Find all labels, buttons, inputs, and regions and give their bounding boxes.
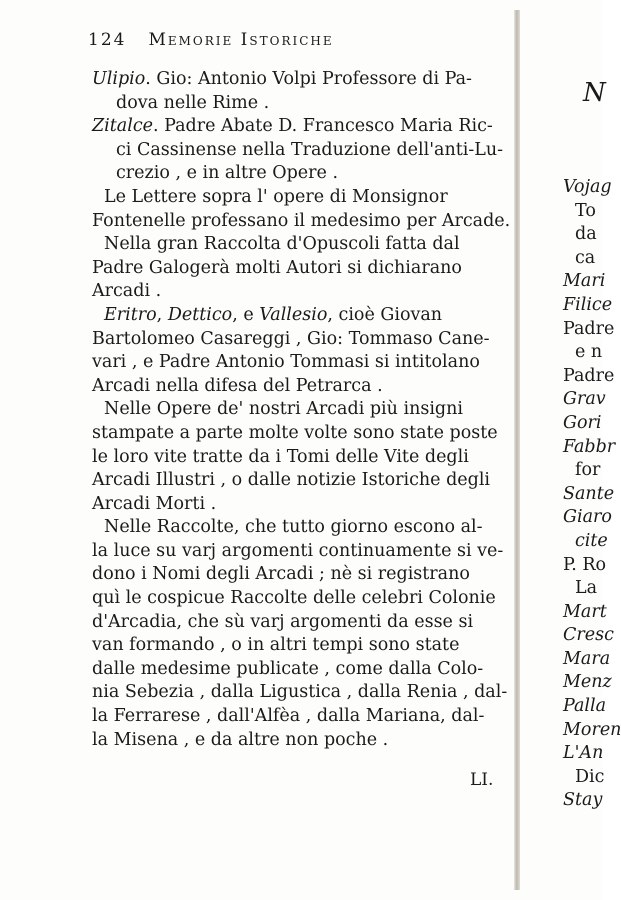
fragment-line: La (575, 578, 598, 599)
text-line (92, 469, 502, 493)
text-line (92, 729, 502, 753)
text-span: , (156, 304, 168, 325)
fragment-line: Sante (563, 483, 615, 504)
body-text (92, 68, 511, 752)
fragment-line: Gori (563, 412, 602, 433)
text-span: Arcadi nella difesa del Petrarca . (92, 375, 383, 396)
text-line (92, 92, 502, 116)
text-span: . Gio: Antonio Volpi Professore di Pa- (145, 69, 472, 89)
running-head (88, 30, 508, 50)
text-span: la Ferrarese , dall'Alfèa , dalla Mariana, dal- (92, 706, 485, 727)
text-span: vari , e Padre Antonio Tommasi si intitolano (92, 352, 480, 373)
fragment-line: Grav (563, 389, 606, 410)
fragment-line: Stay (563, 790, 603, 811)
italic-name: Ulipio (92, 69, 146, 89)
text-span: Arcadi Illustri , o dalle notizie Istoriche degli (92, 470, 491, 491)
text-span: Nelle Opere de' nostri Arcadi più insigni (104, 399, 463, 420)
right-page-heading: N (583, 78, 606, 108)
fragment-line: Palla (563, 696, 607, 717)
italic-name: Vallesio (259, 304, 328, 325)
fragment-line: ca (575, 247, 596, 268)
fragment-line: Dic (575, 766, 605, 787)
fragment-line: Giaro (563, 507, 612, 528)
right-page-fragment (521, 0, 621, 900)
text-line (92, 351, 502, 375)
text-line (92, 681, 508, 705)
fragment-line: Mart (563, 601, 607, 622)
text-line (92, 210, 511, 234)
text-span: quì le cospicue Raccolte delle celebri Colonie (92, 588, 496, 609)
text-line (92, 540, 502, 564)
fragment-line: for (575, 460, 601, 481)
fragment-line: cite (575, 530, 608, 551)
text-span: dalle medesime publicate , come dalla Colo- (92, 658, 484, 679)
italic-name: Dettico (167, 304, 233, 325)
fragment-line: L'An (563, 743, 604, 764)
running-title: Memorie Istoriche (148, 30, 334, 50)
fragment-line: Fabbr (563, 436, 616, 457)
fragment-line: Mara (563, 648, 611, 669)
fragment-line: Moren (563, 719, 621, 740)
italic-name: Eritro (104, 304, 157, 325)
book-gutter (514, 10, 520, 890)
text-span: , e (232, 304, 260, 325)
text-line (92, 375, 502, 399)
text-span: ci Cassinense nella Traduzione dell'anti-Lu- (116, 139, 504, 160)
fragment-line: P. Ro (563, 554, 607, 575)
text-span: crezio , e in altre Opere . (116, 163, 339, 184)
fragment-line: Filice (563, 294, 613, 315)
fragment-line: Vojag (563, 177, 612, 197)
right-page-text (563, 176, 621, 813)
text-span: , cioè Giovan (327, 304, 443, 325)
text-span: . Padre Abate D. Francesco Maria Ric- (152, 116, 493, 137)
italic-name: Zitalce (92, 116, 153, 137)
text-span: van formando , o in altri tempi sono state (92, 635, 460, 656)
text-line (92, 493, 502, 517)
text-span: dova nelle Rime . (116, 92, 270, 113)
page-number: 124 (88, 30, 127, 50)
text-line (92, 328, 502, 352)
text-line (92, 634, 502, 658)
text-span: Fontenelle professano il medesimo per Arcade. (92, 210, 511, 231)
text-line (92, 162, 502, 186)
text-span: Arcadi . (92, 281, 162, 302)
text-span: dono i Nomi degli Arcadi ; nè si registrano (92, 564, 470, 585)
text-line (92, 186, 502, 210)
text-span: la Misena , e da altre non poche . (92, 729, 389, 750)
text-line (92, 398, 502, 422)
text-span: Bartolomeo Casareggi , Gio: Tommaso Cane- (92, 328, 490, 349)
text-line (92, 658, 502, 682)
fragment-line: Menz (563, 672, 612, 693)
text-line (92, 611, 502, 635)
text-span: nia Sebezia , dalla Ligustica , dalla Renia , dal- (92, 682, 508, 703)
fragment-line: Mari (563, 271, 606, 292)
text-span: Arcadi Morti . (92, 493, 217, 514)
text-line (92, 139, 502, 163)
text-span: d'Arcadia, che sù varj argomenti da esse si (92, 611, 474, 632)
text-line (92, 587, 502, 611)
text-span: Le Lettere sopra l' opere di Monsignor (104, 186, 448, 207)
text-span: la luce su varj argomenti continuamente si ve- (92, 540, 504, 561)
text-line (92, 257, 502, 281)
text-line (92, 563, 502, 587)
signature-mark: LI. (470, 770, 494, 790)
text-span: stampate a parte molte volte sono state poste (92, 422, 498, 443)
text-line (92, 516, 502, 540)
fragment-line: Padre (563, 318, 615, 339)
text-line (92, 422, 502, 446)
text-line (92, 233, 502, 257)
text-line (92, 705, 502, 729)
fragment-line: e n (575, 342, 603, 363)
fragment-line: Padre (563, 365, 615, 386)
text-span: Padre Galogerà molti Autori si dichiarano (92, 257, 462, 278)
text-line (92, 115, 502, 139)
text-line (92, 68, 502, 92)
text-line (92, 446, 502, 470)
text-line (92, 304, 502, 328)
fragment-line: Cresc (563, 625, 614, 646)
fragment-line: da (575, 224, 597, 245)
text-span: Nella gran Raccolta d'Opuscoli fatta dal (104, 234, 460, 255)
fragment-line: To (575, 200, 596, 221)
text-line (92, 280, 502, 304)
text-span: Nelle Raccolte, che tutto giorno escono al- (104, 517, 483, 538)
text-span: le loro vite tratte da i Tomi delle Vite degli (92, 446, 469, 467)
